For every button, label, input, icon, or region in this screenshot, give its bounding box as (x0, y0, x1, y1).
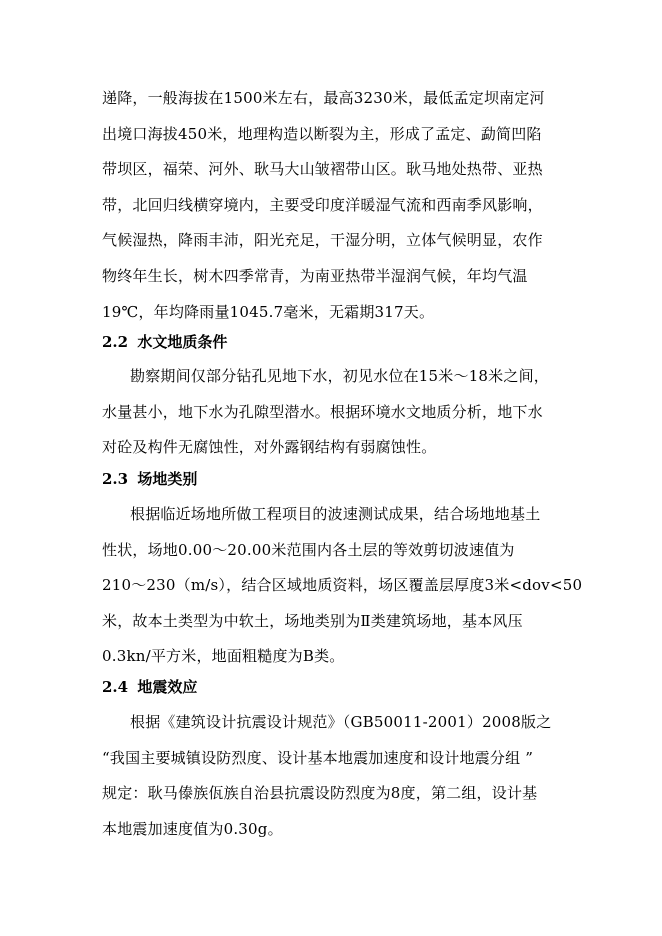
section-number: 2.2 (102, 333, 129, 351)
paragraph-line: 带，北回归线横穿境内，主要受印度洋暖湿气流和西南季风影响， (102, 195, 543, 214)
seismic-effect-paragraph (102, 705, 562, 847)
paragraph-line: 物终年生长，树木四季常青，为南亚热带半湿润气候，年均气温 (102, 266, 528, 285)
paragraph-line: 本地震加速度值为0.30g。 (102, 819, 283, 838)
paragraph-line: 气候湿热，降雨丰沛，阳光充足，干湿分明，立体气候明显，农作 (102, 231, 543, 250)
section-number: 2.4 (102, 678, 129, 696)
paragraph-line: 米，故本土类型为中软土，场地类别为Ⅱ类建筑场地，基本风压 (102, 611, 523, 630)
site-class-paragraph (102, 497, 583, 675)
paragraph-line: 根据《建筑设计抗震设计规范》（GB50011-2001）2008版之 (130, 713, 552, 731)
paragraph-line: 出境口海拔450米，地理构造以断裂为主，形成了孟定、勐简凹陷 (102, 124, 542, 143)
section-number: 2.3 (102, 470, 129, 488)
paragraph-line: 勘察期间仅部分钻孔见地下水，初见水位在15米～18米之间， (130, 367, 549, 385)
paragraph-line: 210～230（m/s），结合区域地质资料，场区覆盖层厚度3米<dov<50 (102, 576, 583, 595)
paragraph-line: “我国主要城镇设防烈度、设计基本地震加速度和设计地震分组 ” (102, 748, 534, 767)
climate-paragraph (102, 81, 562, 330)
section-heading-2-3 (102, 464, 197, 494)
paragraph-line: 对砼及构件无腐蚀性，对外露钢结构有弱腐蚀性。 (102, 438, 437, 457)
paragraph-line: 带坝区，福荣、河外、耿马大山皱褶带山区。耿马地处热带、亚热 (102, 160, 543, 179)
section-title: 水文地质条件 (137, 333, 228, 351)
paragraph-line: 19℃，年均降雨量1045.7毫米，无霜期317天。 (102, 302, 435, 321)
paragraph-line: 根据临近场地所做工程项目的波速测试成果，结合场地地基土 (130, 505, 541, 523)
section-heading-2-2 (102, 327, 227, 357)
paragraph-line: 规定：耿马傣族佤族自治县抗震设防烈度为8度，第二组，设计基 (102, 784, 538, 803)
paragraph-line: 性状，场地0.00～20.00米范围内各土层的等效剪切波速值为 (102, 540, 515, 559)
section-title: 地震效应 (137, 678, 198, 696)
section-heading-2-4 (102, 672, 197, 702)
hydrogeology-paragraph (102, 359, 562, 466)
paragraph-line: 0.3kn/平方米，地面粗糙度为B类。 (102, 647, 345, 666)
paragraph-line: 水量甚小，地下水为孔隙型潜水。根据环境水文地质分析，地下水 (102, 402, 543, 421)
section-title: 场地类别 (137, 470, 198, 488)
paragraph-line: 递降，一般海拔在1500米左右，最高3230米，最低孟定坝南定河 (102, 89, 545, 107)
